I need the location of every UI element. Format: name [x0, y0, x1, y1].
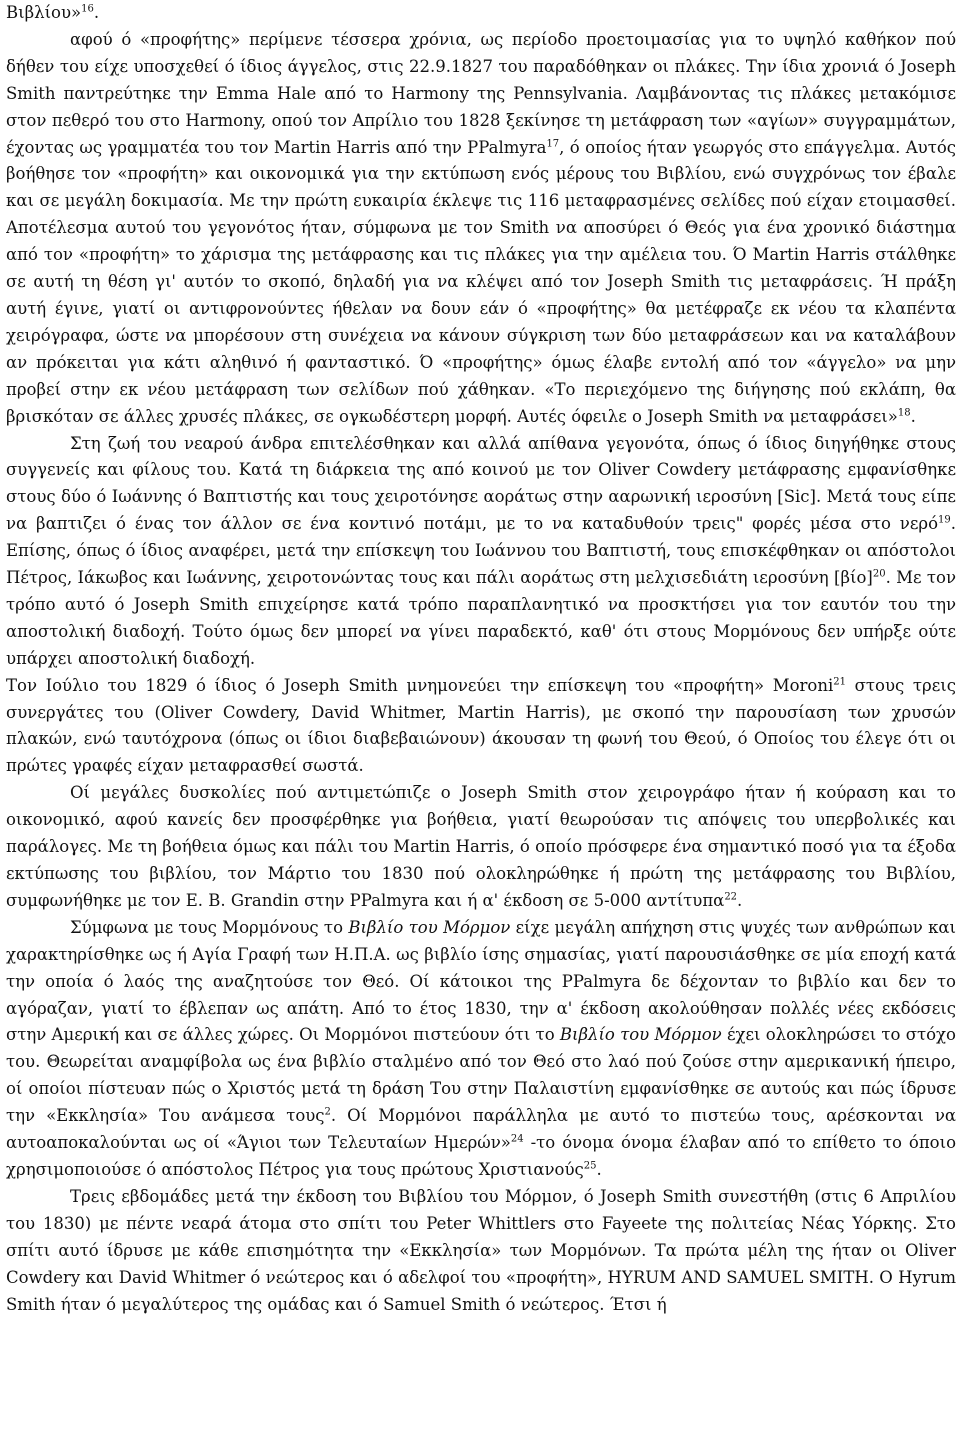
footnote-ref: 16: [81, 3, 94, 15]
paragraph-text: στους τρεις συνεργάτες του (Oliver Cowdery, David Whitmer, Martin Harris), με σκοπό την παρουσίαση των χρυσών πλακών, ενώ ταυτόχρονα (όπως οι ίδιοι διαβεβαιώνουν) άκουσαν τη φωνή του Θεού, ό Οποίος του έλεγε ότι οι πρώτες γραφές είχαν μεταφρασθεί σωστά.: [6, 675, 956, 776]
footnote-ref: 20: [872, 568, 886, 580]
footnote-ref: 2: [324, 1106, 331, 1118]
paragraph-text: Σύμφωνα με τους Μορμόνους το: [70, 917, 349, 937]
footnote-ref: 18: [897, 407, 911, 419]
document-page: [6, 0, 956, 1440]
body-paragraph: [6, 27, 956, 431]
paragraph-text: Τρεις εβδομάδες μετά την έκδοση του Βιβλίου του Μόρμον, ό Joseph Smith συνεστήθη (στις 6 Απριλίου του 1830) με πέντε νεαρά άτομα στο σπίτι του Peter Whittlers στο Fayeete της πολιτείας Νέας Υόρκης. Στο σπίτι αυτό ίδρυσε με κάθε επισημότητα την «Εκκλησία» των Μορμόνων. Τα πρώτα μέλη της ήταν οι Oliver Cowdery και David Whitmer ό νεώτερος και ό αδελφοί του «προφήτη», HYRUM AND SAMUEL SMITH. Ο Hyrum Smith ήταν ό μεγαλύτερος της ομάδας και ό Samuel Smith ό νεώτερος. Έτσι ή: [6, 1186, 956, 1314]
body-paragraph: [6, 915, 956, 1184]
body-paragraph: [6, 780, 956, 915]
paragraph-text: .: [910, 406, 916, 426]
paragraph-text: Βιβλίου»: [6, 3, 82, 22]
footnote-ref: 21: [833, 676, 847, 688]
body-paragraph: [6, 673, 956, 781]
paragraph-text: .: [737, 890, 743, 910]
footnote-ref: 17: [546, 138, 560, 150]
footnote-ref: 24: [510, 1133, 524, 1145]
paragraph-text: Οί μεγάλες δυσκολίες πού αντιμετώπιζε ο Joseph Smith στον χειρογράφο ήταν ή κούραση και το οικονομικό, αφού κανείς δεν προσφέρθηκε για βοήθεια, γιατί θεωρούσαν τις απόψεις του υπερβολικές και παράλογες. Με τη βοήθεια όμως και πάλι του Martin Harris, ό οποίο πρόσφερε ένα σημαντικό ποσό για τα έξοδα εκτύπωσης του βιβλίου, τον Μάρτιο του 1830 πού ολοκληρώθηκε ή πρώτη της μετάφρασης του Βιβλίου, συμφωνήθηκε με τον E. B. Grandin στην PPalmyra και ή α' έκδοση σε 5-000 αντίτυπα: [6, 783, 956, 910]
paragraph-text: .: [596, 1159, 602, 1179]
body-paragraph: [6, 0, 956, 27]
paragraph-text: . Οί Μορμόνοι παράλληλα με αυτό το πιστεύω τους, αρέσκονται να αυτοαποκαλούνται ως οί «Άγιοι των Τελευταίων Ημερών»: [6, 1106, 956, 1153]
paragraph-text: . Με τον τρόπο αυτό ό Joseph Smith επιχείρησε κατά τρόπο παραπλανητικό να προσκτήσει για τον εαυτόν του την αποστολική διαδοχή. Τούτο όμως δεν μπορεί να γίνει παραδεκτό, καθ' ότι στους Μορμόνους δεν υπήρξε ούτε υπάρχει αποστολική διαδοχή.: [6, 568, 956, 668]
footnote-ref: 25: [583, 1160, 597, 1172]
paragraph-text: , ό οποίος ήταν γεωργός στο επάγγελμα. Αυτός βοήθησε τον «προφήτη» και οικονομικά για την εκτύπωση ενός μέρους του Βιβλίου, ενώ συγχρόνως τον έβαλε και σε μεγάλη δοκιμασία. Με την πρώτη ευκαιρία έκλεψε τις 116 μεταφρασμένες σελίδες πού είχαν ετοιμασθεί. Αποτέλεσμα αυτού του γεγονότος ήταν, σύμφωνα με τον Smith να αποσύρει ό Θεός για ένα χρονικό διάστημα από τον «προφήτη» το χάρισμα της μετάφρασης και τις πλάκες για την αμέλεια του. Ό Martin Harris στάλθηκε σε αυτή τη θέση γι' αυτόν το σκοπό, δηλαδή για να κλέψει από τον Joseph Smith τις μεταφράσεις. Ή πράξη αυτή έγινε, γιατί οι αντιφρονούντες ήθελαν να δουν εάν ό «προφήτης» θα μετέφραζε εκ νέου τα κλαπέντα χειρόγραφα, ώστε να μπορέσουν στη συνέχεια να κάνουν σύγκριση των δύο μεταφράσεων και να καταλάβουν αν πρόκειται για κάτι αληθινό ή φανταστικό. Ό «προφήτης» όμως έλαβε εντολή από τον «άγγελο» να μην προβεί στην εκ νέου μετάφραση των σελίδων πού χάθηκαν. «Το περιεχόμενο της διήγησης πού εκλάπη, θα βρισκόταν σε άλλες χρυσές πλάκες, σε ογκωδέστερη μορφή. Αυτές όφειλε ο Joseph Smith να μεταφράσει»: [6, 137, 956, 426]
paragraph-text: έχει ολοκληρώσει το στόχο του. Θεωρείται αναμφίβολα ως ένα βιβλίο σταλμένο από τον Θεό στο λαό πού ζούσε στην αμερικανική ήπειρο, οί οποίοι πίστευαν πώς ο Χριστός μετά τη δράση Του στην Παλαιστίνη εμφανίσθηκε σε αυτούς και πώς ίδρυσε την «Εκκλησία» Του ανάμεσα τους: [6, 1025, 956, 1126]
italic-title: Βιβλίο του Μόρμον: [559, 1025, 722, 1045]
body-paragraph: [6, 431, 956, 673]
paragraph-text: -το όνομα όνομα έλαβαν από το επίθετο το όποιο χρησιμοποιούσε ό απόστολος Πέτρος για τους πρώτους Χριστιανούς: [6, 1133, 956, 1179]
paragraph-text: αφού ό «προφήτης» περίμενε τέσσερα χρόνια, ως περίοδο προετοιμασίας για το υψηλό καθήκον πού δήθεν του είχε υποσχεθεί ό ίδιος άγγελος, στις 22.9.1827 του παραδόθηκαν οι πλάκες. Την ίδια χρονιά ό Joseph Smith παντρεύτηκε την Emma Hale από το Harmony της Pennsylvania. Λαμβάνοντας τις πλάκες μετακόμισε στον πεθερό του στο Harmony, οπού τον Απρίλιο του 1828 ξεκίνησε τη μετάφραση των «αγίων» συγγραμμάτων, έχοντας ως γραμματέα του τον Martin Harris από την PPalmyra: [6, 29, 956, 157]
paragraph-text: Στη ζωή του νεαρού άνδρα επιτελέσθηκαν και αλλά απίθανα γεγονότα, όπως ό ίδιος διηγήθηκε στους συγγενείς και φίλους του. Κατά τη διάρκεια της από κοινού με τον Oliver Cowdery μετάφρασης εμφανίσθηκε στους δύο ό Ιωάννης ό Βαπτιστής και τους χειροτόνησε αοράτως στην ααρωνική ιεροσύνη [Sic]. Μετά τους είπε να βαπτιζει ό ένας τον άλλον σε ένα κοντινό ποτάμι, με το να καταδυθούν τρεις" φορές μέσα στο νερό: [6, 433, 956, 534]
footnote-ref: 19: [938, 514, 951, 526]
paragraph-text: . Επίσης, όπως ό ίδιος αναφέρει, μετά την επίσκεψη του Ιωάννου του Βαπτιστή, τους επισκέφθηκαν οι απόστολοι Πέτρος, Ιάκωβος και Ιωάννης, χειροτονώντας τους και πάλι αοράτως στη μελχισεδιάτη ιεροσύνη [βίο]: [6, 514, 956, 588]
paragraph-text: .: [93, 3, 100, 22]
paragraph-text: είχε μεγάλη απήχηση στις ψυχές των ανθρώπων και χαρακτηρίσθηκε ως ή Αγία Γραφή των Η.Π.Α. ως βιβλίο ίσης σημασίας, γιατί παρουσιάσθηκε σε μία εποχή κατά την οποία ό λαός της αναζητούσε τον Θεό. Οί κάτοικοι της PPalmyra δε δέχονταν το βιβλίο και δεν το αγόραζαν, γιατί το έβλεπαν ως απάτη. Από το έτος 1830, την α' έκδοση ακολούθησαν πολλές νέες εκδόσεις στην Αμερική και σε άλλες χώρες. Οι Μορμόνοι πιστεύουν ότι το: [6, 917, 956, 1045]
footnote-ref: 22: [724, 891, 738, 903]
italic-title: Βιβλίο του Μόρμον: [348, 917, 511, 937]
paragraph-text: Τον Ιούλιο του 1829 ό ίδιος ό Joseph Smith μνημονεύει την επίσκεψη του «προφήτη» Moroni: [6, 675, 834, 695]
body-paragraph: [6, 1184, 956, 1319]
